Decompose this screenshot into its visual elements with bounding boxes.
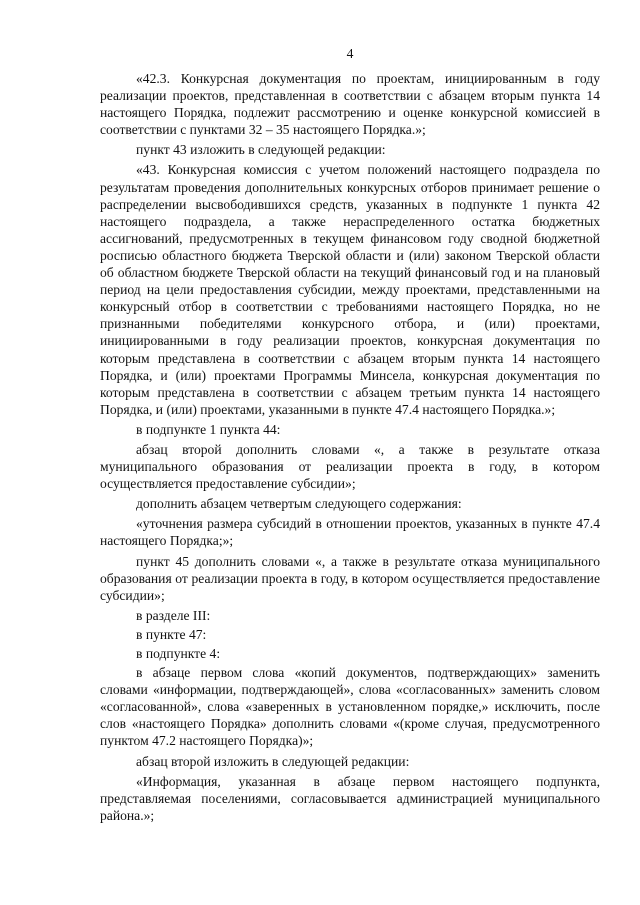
paragraph-first-abzac-replacements: в абзаце первом слова «копий документов, подтверждающих» заменить словами «информации, подтверждающей», слова «согласованных» заменить словом «согласованной», слова «заверенных в установленном порядке,» исключить, после слов «настоящего Порядка» дополнить словами «(кроме случая, предусмотренного пунктом 47.2 настоящего Порядка)»; xyxy=(100,665,600,749)
paragraph-item-45-addition: пункт 45 дополнить словами «, а также в результате отказа муниципального образования от реализации проекта в году, в котором осуществляется предоставление субсидии»; xyxy=(100,553,600,603)
paragraph-add-fourth-abzac: дополнить абзацем четвертым следующего содержания: xyxy=(136,496,462,512)
paragraph-item-43-instruction: пункт 43 изложить в следующей редакции: xyxy=(136,142,386,158)
page-number: 4 xyxy=(346,46,354,61)
paragraph-subitem-4: в подпункте 4: xyxy=(136,646,221,661)
paragraph-information-approval: «Информация, указанная в абзаце первом настоящего подпункта, представляемая поселениями, согласовывается администрацией муниципального района.»; xyxy=(100,773,600,823)
paragraph-subsidy-clarification: «уточнения размера субсидий в отношении проектов, указанных в пункте 47.4 настоящего Порядка;»; xyxy=(100,516,600,549)
paragraph-section-3: в разделе III: xyxy=(136,607,211,623)
paragraph-43: «43. Конкурсная комиссия с учетом положений настоящего подраздела по результатам проведения дополнительных конкурсных отборов принимает решение о распределении высвободившихся средств, указанных в подпункте 1 пункта 42 настоящего подраздела, а также нераспределенного остатка бюджетных ассигнований, предусмотренных в текущем финансовом году сводной бюджетной росписью областного бюджета Тверской области и (или) законом Тверской области об областном бюджете Тверской области на текущий финансовый год и на плановый период на цели предоставления субсидии, между проектами, представленными на конкурсный отбор в соответствии с требованиями настоящего Порядка, но не признанными победителями конкурсного отбора, и (или) проектами, инициированными в году реализации проектов, конкурсная документация по которым представлена в соответствии с абзацем вторым пункта 14 настоящего Порядка, и (или) проектами Программы Минсела, конкурсная документация по которым представлена в соответствии с абзацем третьим пункта 14 настоящего Порядка, и (или) проектами, указанными в пункте 47.4 настоящего Порядка.»; xyxy=(100,162,600,417)
paragraph-subitem-1-item-44: в подпункте 1 пункта 44: xyxy=(136,421,281,437)
paragraph-abzac-second-addition: абзац второй дополнить словами «, а также в результате отказа муниципального образования от реализации проекта в году, в котором осуществляется предоставление субсидии»; xyxy=(100,441,600,492)
document-body xyxy=(100,70,600,827)
paragraph-second-abzac-instruction: абзац второй изложить в следующей редакции: xyxy=(136,753,410,769)
paragraph-item-47: в пункте 47: xyxy=(136,626,207,642)
paragraph-42-3: «42.3. Конкурсная документация по проектам, инициированным в году реализации проектов, представленная в соответствии с абзацем вторым пункта 14 настоящего Порядка, подлежит рассмотрению и оценке конкурсной комиссией в соответствии с пунктами 32 – 35 настоящего Порядка.»; xyxy=(100,71,600,138)
